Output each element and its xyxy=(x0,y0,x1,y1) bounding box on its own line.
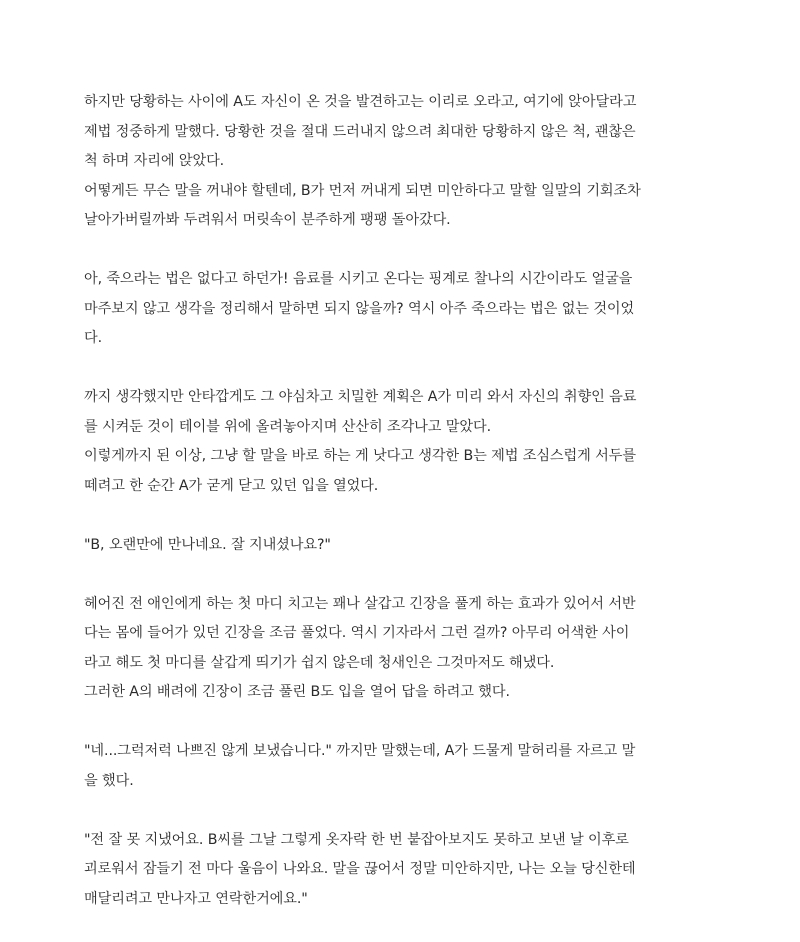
text-line: 척 하며 자리에 앉았다. xyxy=(84,153,225,169)
text-line: 마주보지 않고 생각을 정리해서 말하면 되지 않을까? 역시 아주 죽으라는 법은 없는 것이었 xyxy=(84,300,635,317)
paragraph-gap xyxy=(84,236,724,266)
paragraph-2 xyxy=(84,265,724,354)
paragraph-gap xyxy=(84,796,724,826)
text-line: 까지 생각했지만 안타깝게도 그 야심차고 치밀한 계획은 A가 미리 와서 자신의 취향인 음료 xyxy=(84,389,637,405)
paragraph-gap xyxy=(84,708,724,738)
paragraph-3 xyxy=(84,383,724,501)
paragraph-6 xyxy=(84,737,724,796)
text-line: "네...그럭저럭 나쁘진 않게 보냈습니다." 까지만 말했는데, A가 드물게 말허리를 자르고 말 xyxy=(84,743,636,759)
text-line: 어떻게든 무슨 말을 꺼내야 할텐데, B가 먼저 꺼내게 되면 미안하다고 말할 일말의 기회조차 xyxy=(84,182,641,199)
text-line: 매달리려고 만나자고 연락한거에요." xyxy=(84,890,308,907)
text-line: 다는 몸에 들어가 있던 긴장을 조금 풀었다. 역시 기자라서 그런 걸까? 아무리 어색한 사이 xyxy=(84,625,630,641)
text-line: 다. xyxy=(84,330,103,346)
text-line: 괴로워서 잠들기 전 마다 울음이 나와요. 말을 끊어서 정말 미안하지만, 나는 오늘 당신한테 xyxy=(84,861,636,877)
text-line: 그러한 A의 배려에 긴장이 조금 풀린 B도 입을 열어 답을 하려고 했다. xyxy=(84,684,510,700)
text-line: 이렇게까지 된 이상, 그냥 할 말을 바로 하는 게 낫다고 생각한 B는 제법 조심스럽게 서두를 xyxy=(84,448,636,464)
text-line: 하지만 당황하는 사이에 A도 자신이 온 것을 발견하고는 이리로 오라고, 여기에 앉아달라고 xyxy=(84,94,637,110)
paragraph-gap xyxy=(84,501,724,531)
paragraph-1 xyxy=(84,88,724,236)
text-line: 제법 정중하게 말했다. 당황한 것을 절대 드러내지 않으려 최대한 당황하지 않은 척, 괜찮은 xyxy=(84,123,636,140)
text-line: "B, 오랜만에 만나네요. 잘 지내셨나요?" xyxy=(84,536,331,553)
text-line: "전 잘 못 지냈어요. B씨를 그날 그렇게 옷자락 한 번 붙잡아보지도 못하고 보낸 날 이후로 xyxy=(84,831,629,848)
paragraph-gap xyxy=(84,560,724,590)
text-line: 라고 해도 첫 마디를 살갑게 띄기가 쉽지 않은데 청새인은 그것마저도 해냈다. xyxy=(84,654,555,671)
text-line: 헤어진 전 애인에게 하는 첫 마디 치고는 꽤나 살갑고 긴장을 풀게 하는 효과가 있어서 서반 xyxy=(84,595,636,612)
text-line: 를 시켜둔 것이 테이블 위에 올려놓아지며 산산히 조각나고 말았다. xyxy=(84,418,492,435)
paragraph-gap xyxy=(84,354,724,384)
text-line: 떼려고 한 순간 A가 굳게 닫고 있던 입을 열었다. xyxy=(84,477,379,494)
document-body xyxy=(84,88,724,914)
paragraph-7 xyxy=(84,826,724,915)
text-line: 을 했다. xyxy=(84,772,134,789)
text-line: 아, 죽으라는 법은 없다고 하던가! 음료를 시키고 온다는 핑계로 찰나의 시간이라도 얼굴을 xyxy=(84,271,633,287)
paragraph-5 xyxy=(84,590,724,708)
paragraph-4 xyxy=(84,531,724,561)
text-line: 날아가버릴까봐 두려워서 머릿속이 분주하게 팽팽 돌아갔다. xyxy=(84,212,451,228)
